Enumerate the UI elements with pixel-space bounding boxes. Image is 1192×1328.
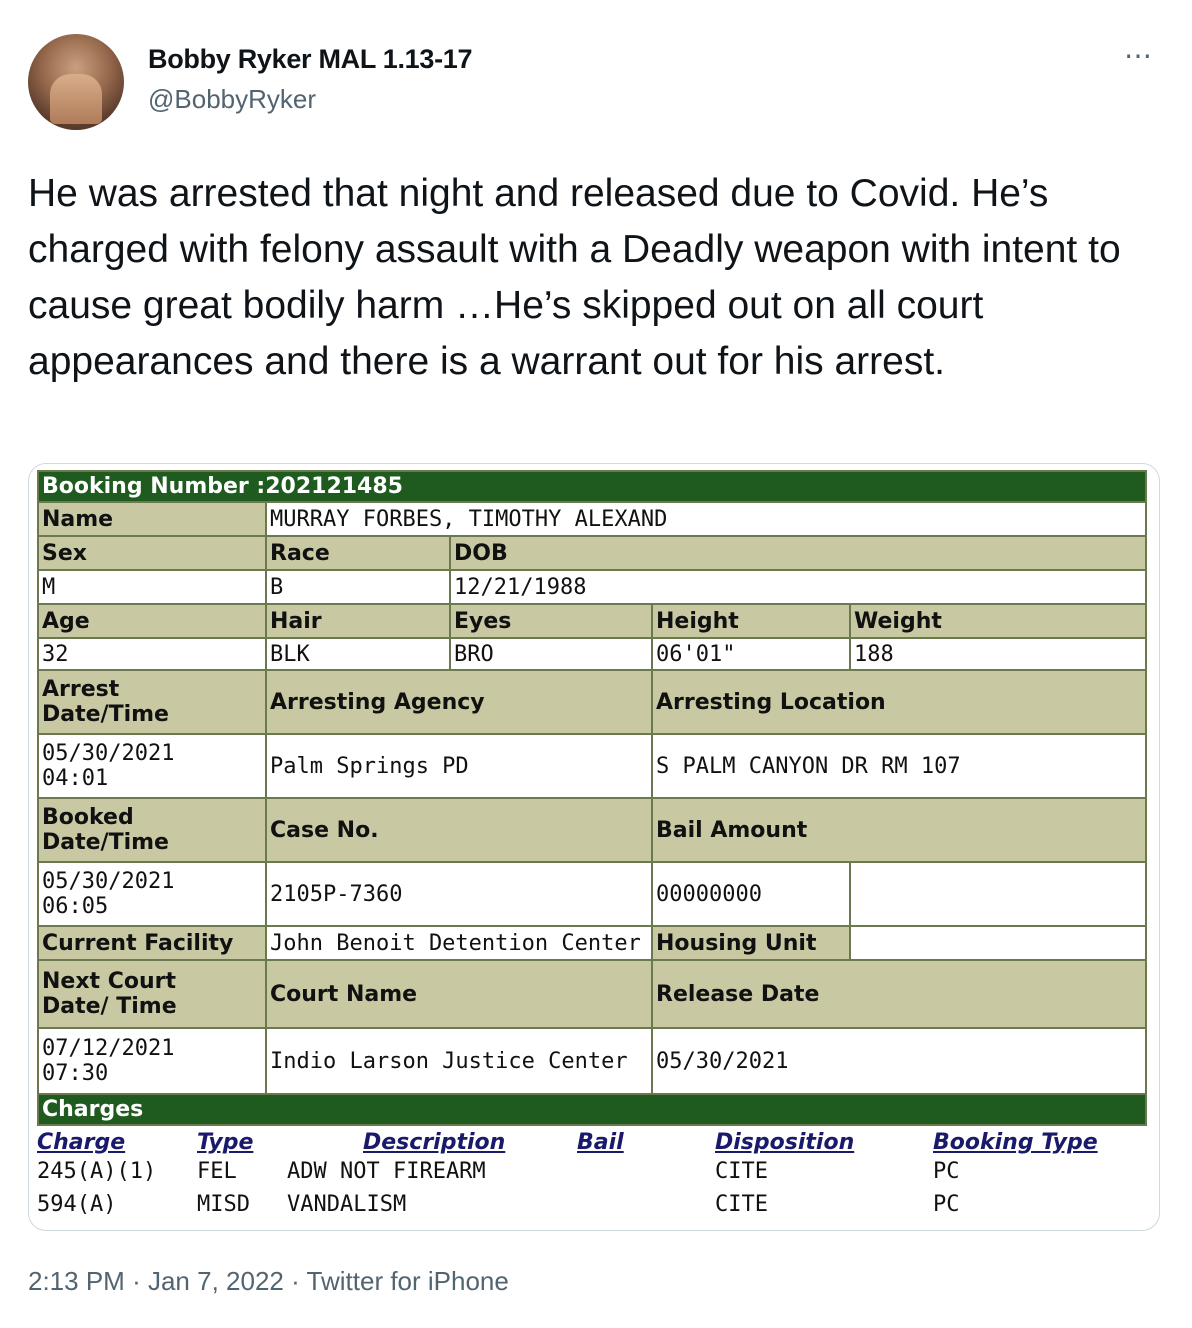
arrest-label-line2: Date/Time [42,702,169,727]
avatar[interactable] [28,34,124,130]
booking-record [37,470,1145,1221]
bail-extra-cell [850,862,1146,926]
height-value: 06'01" [652,638,850,670]
release-date-label: Release Date [652,960,1146,1028]
next-court-time: 07:30 [42,1061,109,1086]
arrest-time: 04:01 [42,766,109,791]
col-charge: Charge [37,1130,126,1155]
col-description: Description [363,1130,506,1155]
weight-value: 188 [850,638,1146,670]
charge-description: VANDALISM [287,1192,407,1217]
race-value: B [266,570,450,604]
more-options-icon[interactable]: ⋯ [1124,40,1153,71]
arresting-location-value: S PALM CANYON DR RM 107 [652,734,1146,798]
charge-booking-type: PC [933,1192,960,1217]
case-no-value: 2105P-7360 [266,862,652,926]
booked-label-line2: Date/Time [42,830,169,855]
charges-columns [37,1126,1145,1155]
col-booking-type: Booking Type [933,1130,1098,1155]
eyes-value: BRO [450,638,652,670]
race-label: Race [266,536,450,570]
booked-time: 06:05 [42,894,109,919]
housing-unit-label: Housing Unit [652,926,850,960]
charge-type: FEL [197,1159,237,1184]
charge-description: ADW NOT FIREARM [287,1159,486,1184]
booked-datetime-label [38,798,266,862]
charge-row [37,1188,1145,1221]
arrest-date: 05/30/2021 [42,741,175,766]
bail-amount-value: 00000000 [652,862,850,926]
user-handle[interactable]: @BobbyRyker [148,84,317,114]
dob-label: DOB [450,536,1146,570]
next-court-value [38,1028,266,1094]
tweet-text-body: He was arrested that night and released due to Covid. He’s charged with felony assault with a Deadly weapon with intent to cause great bodily harm …He’s skipped out on all court appearances and there is a warrant out for his arrest. [28,172,1121,383]
charge-type: MISD [197,1192,250,1217]
separator: · [132,1266,141,1296]
separator: · [291,1266,300,1296]
tweet-date[interactable]: Jan 7, 2022 [147,1266,284,1296]
arresting-agency-value: Palm Springs PD [266,734,652,798]
height-label: Height [652,604,850,638]
next-court-label-line1: Next Court [42,969,176,994]
eyes-label: Eyes [450,604,652,638]
housing-unit-value [850,926,1146,960]
next-court-label-line2: Date/ Time [42,994,177,1019]
display-name[interactable]: Bobby Ryker MAL 1.13-17 [148,44,473,74]
tweet-text [28,166,1168,390]
weight-label: Weight [850,604,1146,638]
booked-label-line1: Booked [42,805,134,830]
bail-amount-label: Bail Amount [652,798,1146,862]
hair-value: BLK [266,638,450,670]
case-no-label: Case No. [266,798,652,862]
booking-number-header: Booking Number :202121485 [38,471,1146,502]
charge-row [37,1155,1145,1188]
arresting-location-label: Arresting Location [652,670,1146,734]
col-bail: Bail [577,1130,624,1155]
current-facility-label: Current Facility [38,926,266,960]
arresting-agency-label: Arresting Agency [266,670,652,734]
booking-table [37,470,1147,1126]
tweet-meta [28,1266,509,1297]
hair-label: Hair [266,604,450,638]
name-label: Name [38,502,266,536]
current-facility-value: John Benoit Detention Center [266,926,652,960]
court-name-value: Indio Larson Justice Center [266,1028,652,1094]
booked-datetime-value [38,862,266,926]
age-label: Age [38,604,266,638]
next-court-date: 07/12/2021 [42,1036,175,1061]
col-disposition: Disposition [715,1130,855,1155]
booked-date: 05/30/2021 [42,869,175,894]
charge-code: 594(A) [37,1192,117,1217]
release-date-value: 05/30/2021 [652,1028,1146,1094]
name-value: MURRAY FORBES, TIMOTHY ALEXAND [266,502,1146,536]
charge-code: 245(A)(1) [37,1159,157,1184]
charge-disposition: CITE [715,1192,768,1217]
col-type: Type [197,1130,254,1155]
tweet-source[interactable]: Twitter for iPhone [306,1266,509,1296]
charge-booking-type: PC [933,1159,960,1184]
arrest-label-line1: Arrest [42,677,120,702]
charges-header: Charges [38,1094,1146,1125]
arrest-datetime-label [38,670,266,734]
dob-value: 12/21/1988 [450,570,1146,604]
arrest-datetime-value [38,734,266,798]
age-value: 32 [38,638,266,670]
court-name-label: Court Name [266,960,652,1028]
sex-label: Sex [38,536,266,570]
charge-disposition: CITE [715,1159,768,1184]
tweet-media-image[interactable] [28,463,1160,1231]
sex-value: M [38,570,266,604]
tweet-time[interactable]: 2:13 PM [28,1266,125,1296]
next-court-label [38,960,266,1028]
avatar-photo [50,74,102,124]
